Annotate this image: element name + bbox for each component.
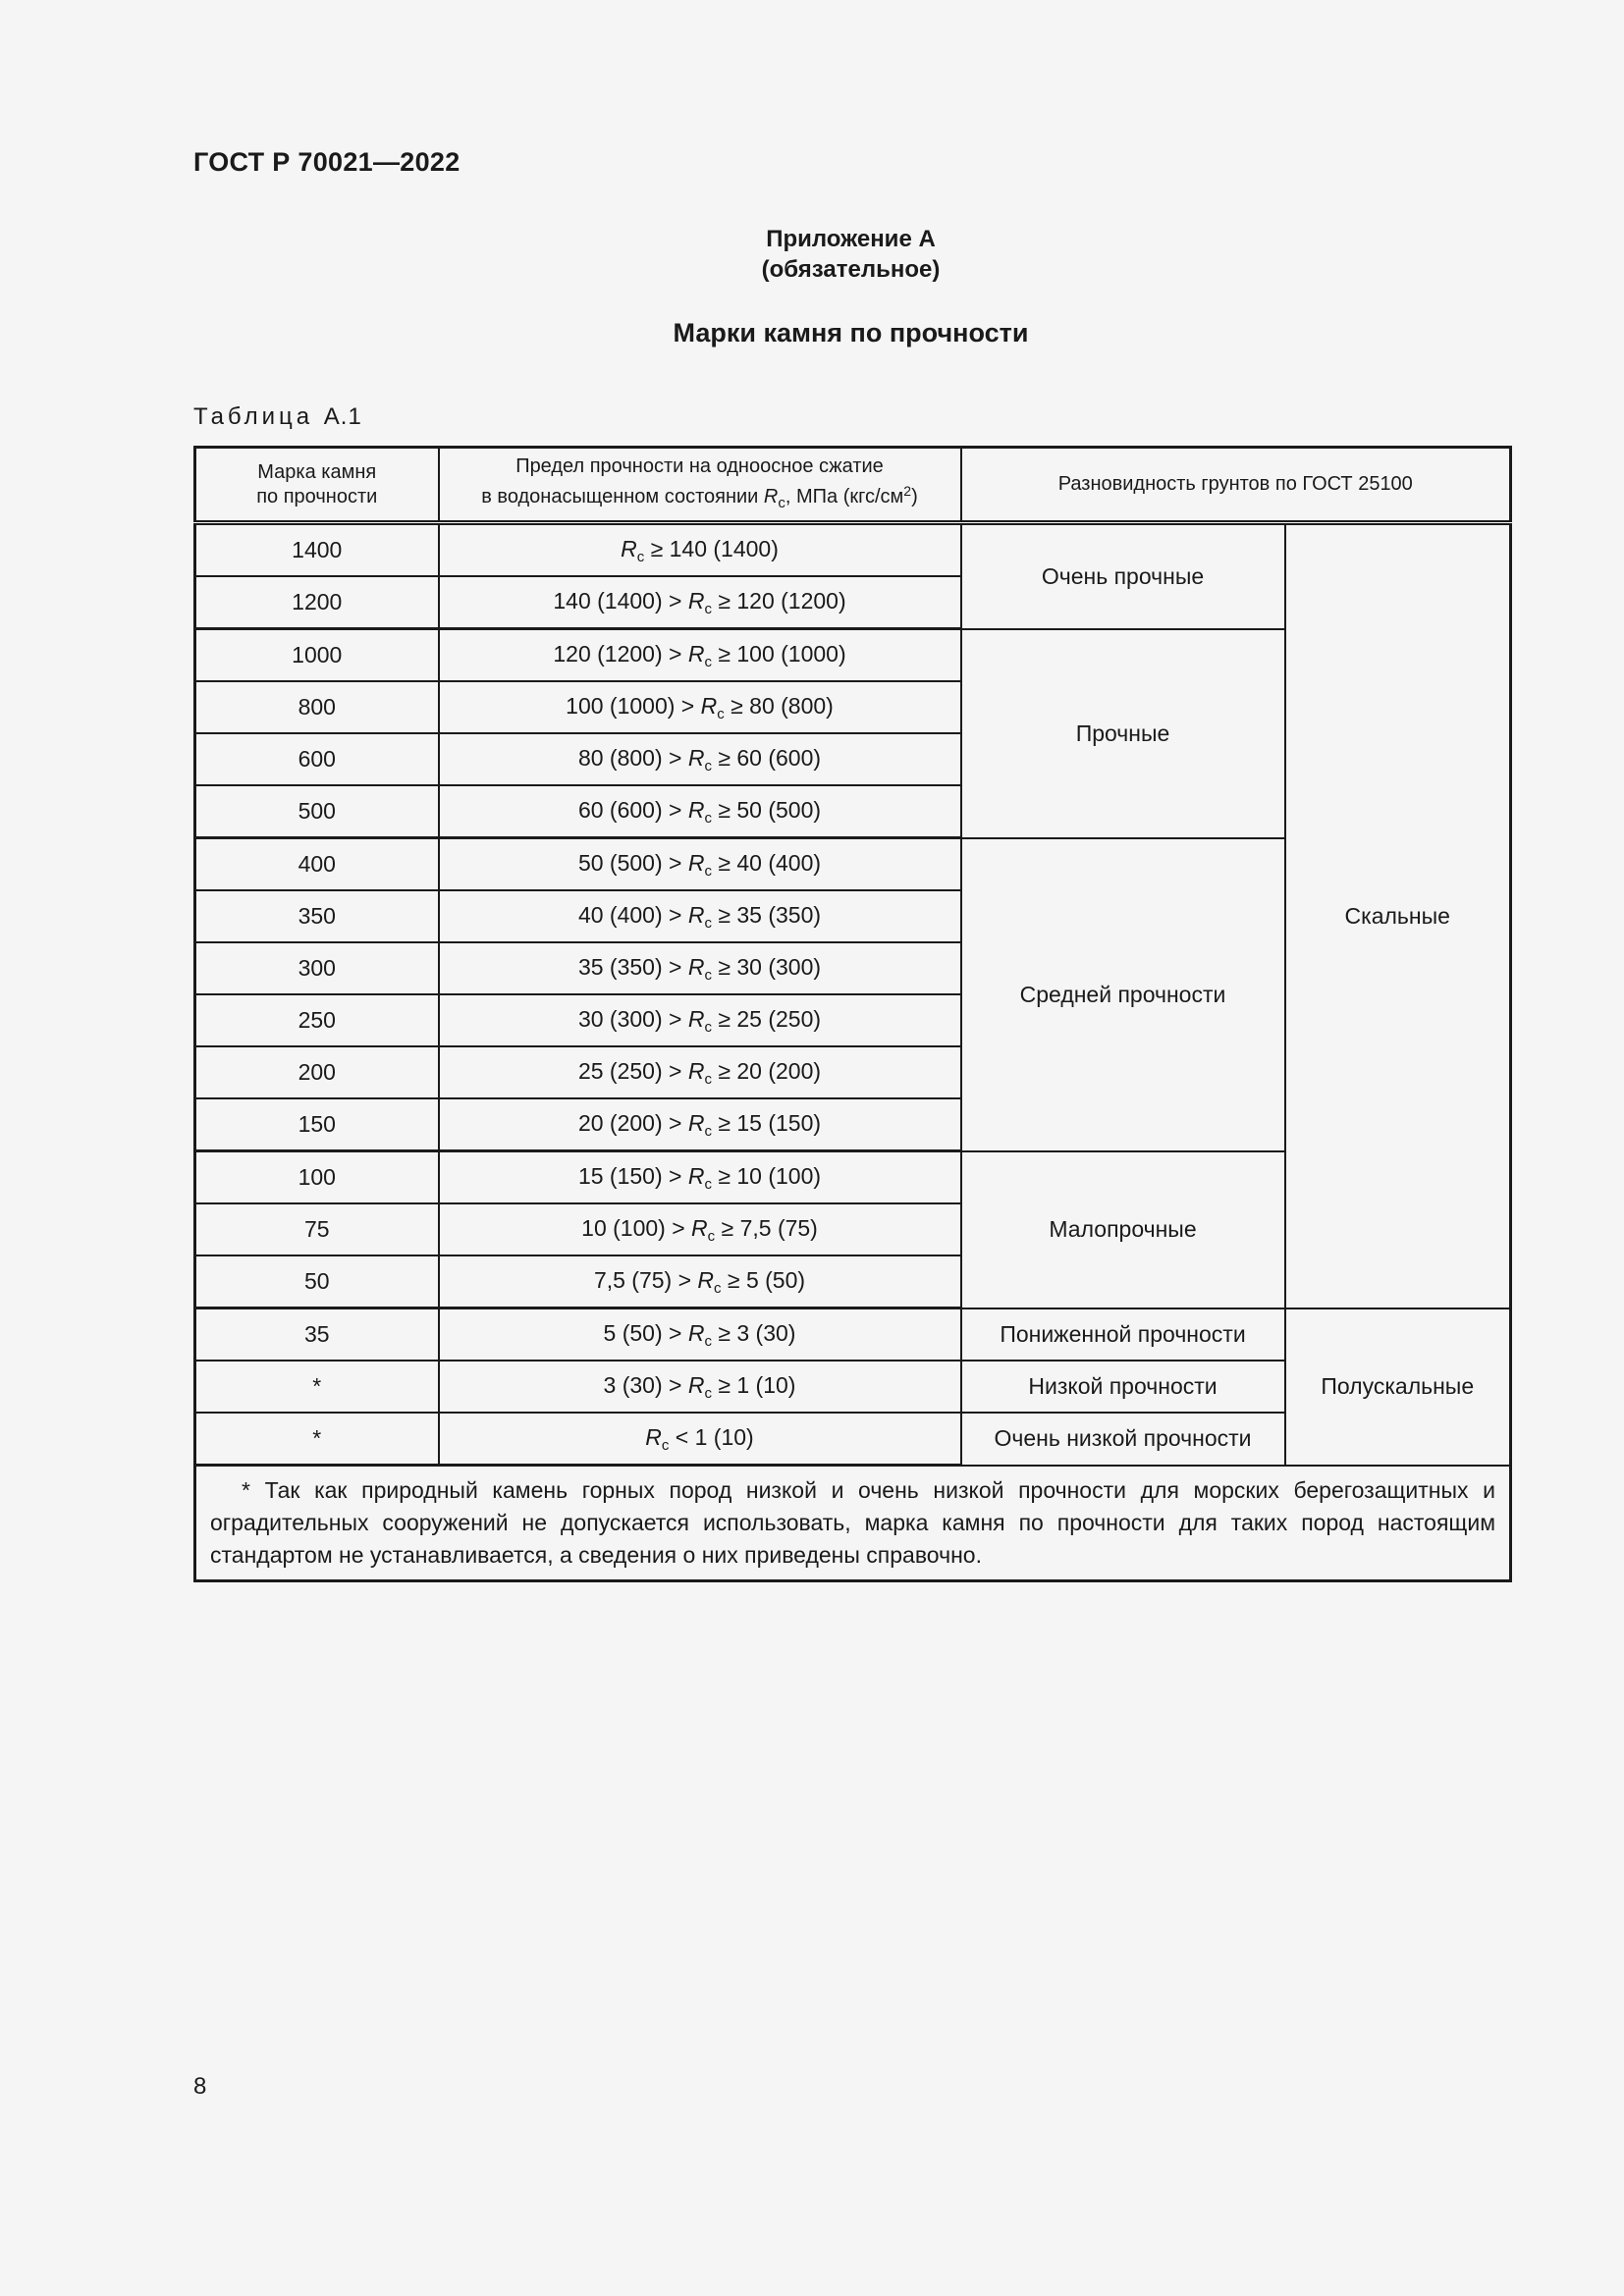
strength-grades-table [193,446,1512,1582]
soil-group-cell: Скальные [1285,523,1511,1308]
table-row [195,1308,1511,1362]
table-row [195,523,1511,577]
document-code: ГОСТ Р 70021—2022 [193,147,460,177]
strength-range-cell: 40 $(400) > R_c \ge 35$ (350) [439,890,961,942]
strength-range-cell: 50 $(500) > R_c \ge 40$ (400) [439,838,961,891]
strength-range-cell: 120 $(1200) > R_c \ge 100$ (1000) [439,629,961,682]
table-label-number: А.1 [323,403,362,430]
grade-cell: 350 [195,890,439,942]
header-strength: Предел прочности на одноосное сжатие в водонасыщенном состоянии $R_c$, МПа $(кгс/см^2)$ [439,448,961,523]
grade-cell: 150 [195,1098,439,1151]
strength-range-cell: 3 $(30) > R_c \ge 1$ (10) [439,1361,961,1413]
grade-cell: 50 [195,1255,439,1308]
strength-range-cell: $R_c < 1$ (10) [439,1413,961,1466]
grade-cell: * [195,1413,439,1466]
grade-cell: 200 [195,1046,439,1098]
strength-range-cell: 5 $(50) > R_c \ge 3$ (30) [439,1308,961,1362]
header-soil-type: Разновидность грунтов по ГОСТ 25100 [961,448,1511,523]
strength-range-cell: 20 $(200) > R_c \ge 15$ (150) [439,1098,961,1151]
strength-range-cell: 10 $(100) > R_c \ge 7,5$ (75) [439,1203,961,1255]
strength-category-cell: Низкой прочности [961,1361,1285,1413]
page-number: 8 [193,2073,207,2100]
grade-cell: 1200 [195,576,439,629]
appendix-status: (обязательное) [761,256,941,283]
soil-group-cell: Полускальные [1285,1308,1511,1466]
strength-category-cell: Малопрочные [961,1151,1285,1308]
strength-category-cell: Пониженной прочности [961,1308,1285,1362]
strength-range-cell: 15 $(150) > R_c \ge 10$ (100) [439,1151,961,1204]
strength-range-cell: 80 $(800) > R_c \ge 60$ (600) [439,733,961,785]
appendix-title: Приложение А [766,226,936,252]
table-label [193,403,362,431]
strength-range-cell: 30 $(300) > R_c \ge 25$ (250) [439,994,961,1046]
table-label-word: Таблица [193,403,314,430]
grade-cell: 75 [195,1203,439,1255]
strength-range-cell: 35 $(350) > R_c \ge 30$ (300) [439,942,961,994]
footnote-row [195,1466,1511,1581]
strength-category-cell: Очень низкой прочности [961,1413,1285,1466]
strength-range-cell: 100 $(1000) > R_c \ge 80$ (800) [439,681,961,733]
grade-cell: 600 [195,733,439,785]
table-footnote: * Так как природный камень горных пород низкой и очень низкой прочности для морских берегозащитных и оградительных сооружений не допускается использовать, марка камня по прочности для таких пород настоящим стандартом не устанавливается, а сведения о них приведены справочно. [195,1466,1511,1581]
grade-cell: 250 [195,994,439,1046]
grade-cell: 35 [195,1308,439,1362]
grade-cell: 500 [195,785,439,838]
table-header-row [195,448,1511,523]
strength-range-cell: $R_c \ge 140$ (1400) [439,523,961,577]
strength-category-cell: Очень прочные [961,523,1285,629]
strength-category-cell: Средней прочности [961,838,1285,1151]
strength-range-cell: 60 $(600) > R_c \ge 50$ (500) [439,785,961,838]
grade-cell: 1400 [195,523,439,577]
grade-cell: 800 [195,681,439,733]
grade-cell: 100 [195,1151,439,1204]
grade-cell: 1000 [195,629,439,682]
header-grade: Марка камня по прочности [195,448,439,523]
strength-range-cell: 140 $(1400) > R_c \ge 120$ (1200) [439,576,961,629]
grade-cell: * [195,1361,439,1413]
strength-range-cell: 7,5 $(75) > R_c \ge 5$ (50) [439,1255,961,1308]
grade-cell: 400 [195,838,439,891]
strength-range-cell: 25 $(250) > R_c \ge 20$ (200) [439,1046,961,1098]
section-title: Марки камня по прочности [673,318,1029,347]
strength-category-cell: Прочные [961,629,1285,838]
grade-cell: 300 [195,942,439,994]
